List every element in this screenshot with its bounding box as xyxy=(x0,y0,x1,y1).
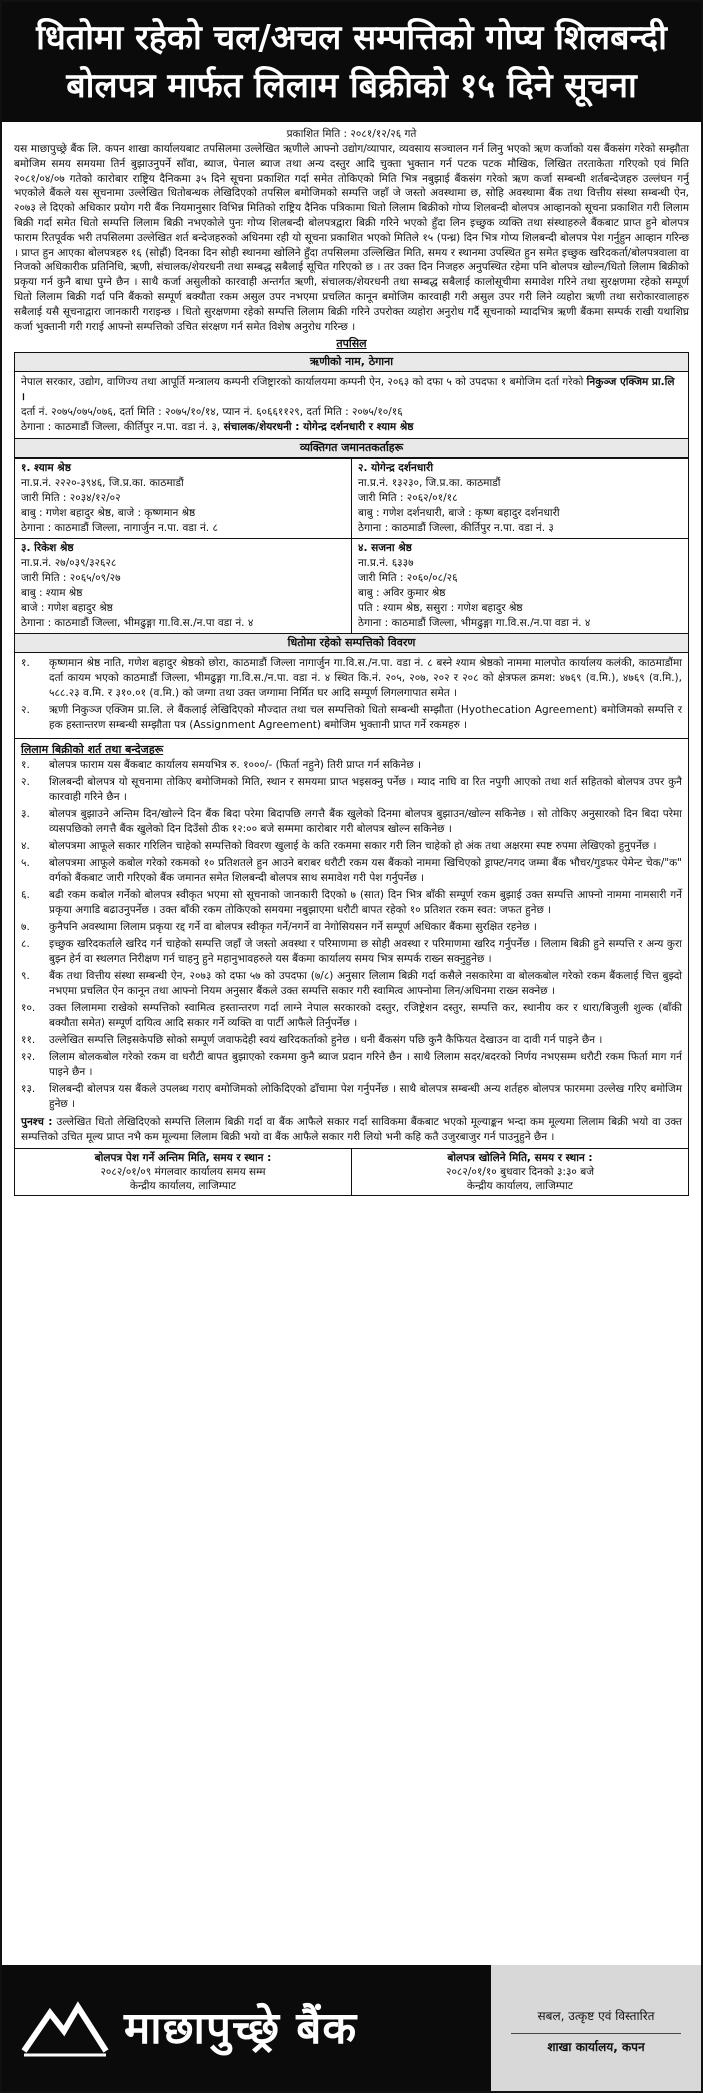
terms-title: लिलाम बिक्रीको शर्त तथा बन्देजहरू xyxy=(21,743,164,757)
term-text: उक्त लिलाममा राखेको सम्पत्तिको स्वामित्व हस्तान्तरण गर्दा लाग्ने नेपाल सरकारको दस्तुर, रजिष्ट्रेशन दस्तुर, सम्पत्ति कर, स्थानीय कर र धारा/बिजुली शुल्क (बाँकी बक्यौता समेत) सम्पूर्ण दायित्व आदि सकार गर्ने व्यक्ति वा पार्टी आफैले तिर्नुपर्नेछ । xyxy=(49,1002,682,1030)
notice-title-line2: बोलपत्र मार्फत लिलाम बिक्रीको १५ दिने सूचना xyxy=(66,66,637,106)
guarantor-line: पति : श्याम श्रेष्ठ, ससुरा : गणेश बहादुर श्रेष्ठ xyxy=(358,602,523,615)
guarantor-name: २. योगेन्द्र दर्शनधारी xyxy=(358,462,434,475)
submission-deadline-place: केन्द्रीय कार्यालय, लाजिम्पाट xyxy=(129,1179,237,1192)
tapasil-title: तपसिल xyxy=(336,337,367,351)
term-item xyxy=(21,807,682,837)
term-number: ८. xyxy=(21,938,30,951)
bid-opening xyxy=(351,1149,688,1195)
term-item xyxy=(21,920,682,935)
guarantor-line: बाबु : गणेश बहादुर श्रेष्ठ, बाजे : कृष्णमान श्रेष्ठ xyxy=(21,507,196,520)
term-item xyxy=(21,856,682,886)
term-item xyxy=(21,969,682,999)
term-item xyxy=(21,888,682,918)
collateral-item xyxy=(21,656,682,701)
term-number: ३. xyxy=(21,808,30,821)
guarantor-line: जारी मिति : २०६०/०८/२६ xyxy=(358,572,458,585)
guarantor-line: जारी मिति : २०६२/०१/१८ xyxy=(358,492,458,505)
term-item xyxy=(21,937,682,967)
borrower-details xyxy=(14,372,689,439)
collateral-item-text: कृष्णमान श्रेष्ठ नाति, गणेश बहादुर श्रेष्ठको छोरा, काठमाडौं जिल्ला नागार्जुन गा.वि.स./न.पा. वडा नं. ८ बस्ने श्याम श्रेष्ठको नाममा मालपोत कार्यालय कलंकी, काठमाडौंमा दर्ता कायम भएको काठमाडौं जिल्ला, भीमढुङ्गा गा.वि.स./न.पा. वडा नं. ४ स्थित कि.नं. २०५, २०७, २०२ र २०८ को क्षेत्रफल क्रमश: ४७६९ (व.मि.), ४७६९ (व.मि.), ५८८.२३ व.मि. र ३१०.०१ (व.मि.) को जग्गा तथा उक्त जग्गामा निर्मित घर आदि सम्पूर्ण लिगलगापात समेत । xyxy=(49,657,682,700)
final-note xyxy=(21,1115,682,1145)
term-item xyxy=(21,775,682,805)
term-number: २. xyxy=(21,776,30,789)
term-text: लिलाम बोलकबोल गरेको रकम वा धरौटी बापत बुझाएको रकममा कुनै ब्याज प्रदान गरिने छैन । साथै लिलाम सदर/बदरको निर्णय नभएसम्म धरौटी रकम फिर्ता माग गर्न पाइने छैन । xyxy=(49,1051,682,1079)
term-number: १२. xyxy=(21,1051,36,1064)
notice-title-line1: धितोमा रहेको चल/अचल सम्पत्तिको गोप्य शिलबन्दी xyxy=(36,18,667,58)
guarantor-line: ना.प्र.नं. ६३३७ xyxy=(358,557,414,570)
term-item xyxy=(21,1001,682,1031)
term-text: इच्छुक खरिदकर्ताले खरिद गर्न चाहेको सम्पत्ति जहाँ जे जस्तो अवस्था र परिमाणमा छ सोही अवस्था र परिमाणमा खरिद गर्नुपर्नेछ । लिलाम बिक्री हुने सम्पत्ति र अन्य कुरा बुझ्न हेर्न वा स्थलगत निरीक्षण गर्न चाहनु हुने महानुभावहरुले यस बैंकमा कार्यालय समय भित्र सम्पर्क राख्न सक्नुहुनेछ । xyxy=(49,938,682,966)
term-number: ९. xyxy=(21,970,30,983)
term-number: १३. xyxy=(21,1083,36,1096)
guarantor-cell xyxy=(15,459,352,539)
borrower-title: ऋणीको नाम, ठेगाना xyxy=(14,352,689,372)
term-text: बढी रकम कबोल गर्नेको बोलपत्र स्वीकृत भएमा सो सूचनाको जानकारी दिएको ७ (सात) दिन भित्र बाँकी सम्पूर्ण रकम बुझाई उक्त सम्पत्ति आफ्नो नाममा नामसारी गर्ने प्रकृया अगाडि बढाउनुपर्नेछ । उक्त बाँकी रकम तोकिएको समयमा नबुझाएमा धरौटी बापत रहेको १० प्रतिशत रकम स्वत: जफत हुनेछ । xyxy=(49,889,682,917)
term-text: शिलबन्दी बोलपत्र यस बैंकले उपलब्ध गराए बमोजिमको लोकिदिएको ढाँचामा पेश गर्नुपर्नेछ । साथै बोलपत्र सम्बन्धी अन्य शर्तहरु बोलपत्र फारममा उल्लेख गरिए बमोजिम हुनेछ । xyxy=(49,1083,682,1111)
bank-brand-footer xyxy=(2,1965,701,2091)
borrower-reg-text: नेपाल सरकार, उद्योग, वाणिज्य तथा आपूर्ति मन्त्रालय कम्पनी रजिष्ट्रारको कार्यालयमा कम्पनी ऐन, २०६३ को दफा ५ को उपदफा १ बमोजिम दर्ता गरेको xyxy=(21,376,584,389)
term-number: १०. xyxy=(21,1002,36,1015)
guarantor-cell xyxy=(15,539,352,634)
term-number: ६. xyxy=(21,889,30,902)
bid-opening-title: बोलपत्र खोलिने मिति, समय र स्थान : xyxy=(447,1151,593,1164)
guarantor-cell xyxy=(352,539,689,634)
guarantor-line: बाजे : गणेश बहादुर श्रेष्ठ xyxy=(21,602,113,615)
guarantor-name: १. श्याम श्रेष्ठ xyxy=(21,462,71,475)
guarantor-line: बाबु : अविर कुमार श्रेष्ठ xyxy=(358,587,446,600)
term-number: ५. xyxy=(21,857,30,870)
guarantor-name: ४. सजना श्रेष्ठ xyxy=(358,542,412,555)
term-number: ११. xyxy=(21,1034,36,1047)
term-item xyxy=(21,1033,682,1048)
published-date: प्रकाशित मिति : २०८१/१२/२६ गते xyxy=(286,128,417,140)
collateral-item-number: २. xyxy=(21,704,30,717)
guarantor-line: ना.प्र.नं. १३२३०, जि.प्र.का. काठमाडौं xyxy=(358,477,501,490)
notice-header xyxy=(2,2,701,122)
borrower-directors: संचालक/शेयरधनी : योगेन्द्र दर्शनधारी र श्याम श्रेष्ठ xyxy=(223,421,414,434)
guarantor-line: ठेगाना : काठमाडौं जिल्ला, भीमढुङ्गा गा.वि.स./न.पा वडा नं. ४ xyxy=(358,617,591,630)
mountain-logo-icon xyxy=(20,1999,110,2059)
term-text: बोलपत्रमा आफूले कबोल गरेको रकमको १० प्रतिशतले हुन आउने बराबर धरौटी रकम यस बैंकको नाममा खिचिएको ड्राफ्ट/नगद जम्मा बैंक भौचर/गुडफर पेमेन्ट चेक/"क" वर्गको बैंकबाट जारी गरिएको बैंक जमानत समेत शिलबन्दी बोलपत्र साथ समावेश गरी पेश गर्नुपर्नेछ । xyxy=(49,857,682,885)
bank-tagline: सबल, उत्कृष्ट एवं विस्तारित xyxy=(537,2009,655,2023)
bank-tag-box xyxy=(491,1965,701,2091)
intro-paragraph: यस माछापुच्छ्रे बैंक लि. कपन शाखा कार्यालयबाट तपसिलमा उल्लेखित ऋणीले आफ्नो उद्योग/व्यापार, व्यवसाय सञ्चालन गर्न लिनु भएको ऋण कर्जाको यस बैंकसंग गरेको सम्झौता बमोजिम समय समयमा तिर्न बुझाउनुपर्ने साँवा, ब्याज, पेनाल ब्याज तथा अन्य दस्तुर आदि चुक्ता भुक्तान गर्न पटक पटक मौखिक, लिखित तरताकेता गरिएको एवं मिति २०८१/०४/०७ गतेको कारोबार राष्ट्रिय दैनिकमा ३५ दिने सूचना प्रकाशित गर्दा समेत तोकिएको मिति भित्र नबुझाई बैंकसंग गरेको ऋण कर्जा सम्बन्धी शर्तबन्देजहरु उल्लंघन गर्नु भएकोले बैंकले यस सूचनामा उल्लेखित धितोबन्धक लेखिदिएको तपसिल बमोजिमको सम्पत्ति जहाँ जे जस्तो अवस्थामा छ, सोहि अवस्थामा बैंक तथा वित्तीय संस्था सम्बन्धी ऐन, २०७३ ले दिएको अधिकार प्रयोग गरी बैंक नियमानुसार विभिन्न मितिको राष्ट्रिय दैनिक पत्रिकामा धितो लिलाम बिक्रीको गोप्य शिलबन्दी बोलपत्र आव्हानको सूचना प्रकाशित गरी लिलाम बिक्री गर्दा समेत धितो सम्पत्ति लिलाम बिक्री नभएकोले पुनः गोप्य शिलबन्दी बोलपत्रद्वारा बिक्री गरिने भएको हुँदा लिन इच्छुक व्यक्ति तथा संस्थाहरुले बैंकबाट प्राप्त हुने बोलपत्र फाराम रितपूर्वक भरी तपसिलमा उल्लेखित शर्त बन्देजहरुको अधिनमा रही यो सूचना प्रकाशित भएको मितिले १५ (पन्ध्र) दिन भित्र गोप्य शिलबन्दी बोलपत्र पेश गर्नुहुन आव्हान गरिन्छ । प्राप्त हुन आएका बोलपत्रहरु १६ (सोह्रौं) दिनका दिन सोही स्थानमा खोलिने हुँदा तपसिलमा उल्लिखित मिति, समय र स्थानमा उपस्थित हुन समेत इच्छुक खरिदकर्ता/बोलपत्रवाला वा निजको अधिकारीक प्रतिनिधि, ऋणी, संचालक/शेयरधनी तथा सम्बद्ध सबैलाई सूचित गरिएको छ । तर उक्त दिन निजहरु अनुपस्थित रहेमा पनि बोलपत्र खोल्न/धितो लिलाम बिक्रीको प्रकृया गर्न कुनै बाधा पुग्ने छैन । साथै कर्जा असुलीको कारवाही अन्तर्गत ऋणी, संचालक/शेयरधनी तथा सम्बद्ध सबैलाई कालोसूचीमा समावेश गरिने तथा सुरक्षणमा रहेको सम्पूर्ण धितो लिलाम बिक्री गर्दा पनि बैंकको सम्पूर्ण बक्यौता रकम असुल उपर नभएमा प्रचलित कानून बमोजिम कारवाही गरी असुल उपर गरी लिने व्यहोरा ऋणी तथा सरोकारवालाहरु सबैलाई यसै सूचनाद्वारा जानकारी गराइन्छ । धितो सुरक्षणमा रहेको सम्पत्ति लिलाम बिक्री गरिने उपरोक्त व्यहोरा अनुरोध गर्दै सूचनाको म्यादभित्र ऋणी बैंकमा सम्पर्क राखी यथाशिघ्र कर्जा भुक्तानी गरी गराई आफ्नो सम्पत्तिको उचित संरक्षण गर्न समेत विशेष अनुरोध गरिन्छ । xyxy=(14,143,689,333)
submission-dates xyxy=(14,1149,689,1196)
guarantor-line: ठेगाना : काठमाडौं जिल्ला, नागार्जुन न.पा. वडा नं. ८ xyxy=(21,522,218,535)
final-note-label: पुनश्च : xyxy=(21,1116,53,1129)
guarantor-line: जारी मिति : २०३४/१२/०२ xyxy=(21,492,121,505)
submission-deadline xyxy=(15,1149,351,1195)
term-text: बोलपत्र फाराम यस बैंकबाट कार्यालय समयभित्र रु. १०००/- (फिर्ता नहुने) तिरी प्राप्त गर्न सकिनेछ । xyxy=(49,759,421,772)
bid-opening-place: केन्द्रीय कार्यालय, लाजिम्पाट xyxy=(466,1179,574,1192)
guarantor-line: ठेगाना : काठमाडौं जिल्ला, भीमढुङ्गा गा.वि.स./न.पा वडा नं. ४ xyxy=(21,617,254,630)
guarantor-line: बाबु : श्याम श्रेष्ठ xyxy=(21,587,83,600)
guarantor-line: बाबु : गणेश दर्शनधारी, बाजे : कृष्ण बहादुर दर्शनधारी xyxy=(358,507,560,520)
guarantor-line: जारी मिति : २०६५/०९/२७ xyxy=(21,572,121,585)
guarantor-line: ना.प्र.नं. २७/०३९/३२६२८ xyxy=(21,557,117,570)
borrower-address: ठेगाना : काठमाडौं जिल्ला, कीर्तिपुर न.पा. वडा नं. ३, xyxy=(21,421,221,434)
term-text: उल्लेखित सम्पत्ति लिइसकेपछि सोको सम्पूर्ण जवाफदेही स्वयं खरिदकर्ताको हुनेछ । धनी बैंकसंग पछि कुनै कैफियत देखाउन वा दावी गर्न पाइने छैन । xyxy=(49,1034,603,1047)
notice-content xyxy=(14,126,689,1196)
guarantors-title: व्यक्तिगत जमानतकर्ताहरू xyxy=(14,439,689,458)
term-text: बोलपत्र बुझाउने अन्तिम दिन/खोल्ने दिन बैंक बिदा परेमा बिदापछि लगत्तै बैंक खुलेको दिनमा बोलपत्र बुझाउन/खोल्न सकिनेछ । सो तोकिए अनुसारको दिन बिदा परेमा व्यसपछिको लगत्तै बैंक खुलेको दिन दिउँसो ठीक १२:०० बजे सम्ममा कारोबार गरी बोलपत्र खोल्न सकिनेछ । xyxy=(49,808,682,836)
guarantor-line: ठेगाना : काठमाडौं जिल्ला, कीर्तिपुर न.पा. वडा नं. ३ xyxy=(358,522,554,535)
bid-opening-date: २०८२/०१/१० बुधवार दिनको ३:३० बजे xyxy=(445,1165,595,1178)
branch-name: शाखा कार्यालय, कपन xyxy=(511,2033,681,2055)
term-text: शिलबन्दी बोलपत्र यो सूचनामा तोकिए बमोजिमको मिति, स्थान र समयमा प्राप्त भइसक्नु पर्नेछ । म्याद नाघि वा रित नपुगी आएको तथा शर्त सहितको बोलपत्र उपर कुनै कारवाही गरिने छैन । xyxy=(49,776,682,804)
terms-section xyxy=(14,739,689,1149)
term-text: बैंक तथा वित्तीय संस्था सम्बन्धी ऐन, २०७३ को दफा ५७ को उपदफा (७/८) अनुसार लिलाम बिक्री गर्दा कसैले नसकारेमा वा बोलकबोल गरेको रकम बैंकलाई चित्त बुझ्दो नभएमा प्रचलित ऐन कानून तथा आफ्नो नियम अनुसार बैंकले उक्त सम्पत्ति सकार गरी स्वामित्व आफ्नोमा लिन/अधिनमा राख्न सक्नेछ । xyxy=(49,970,682,998)
guarantor-cell xyxy=(352,459,689,539)
term-text: बोलपत्रमा आफूले सकार गरिलिन चाहेको सम्पत्तिको विवरण खुलाई के कति रकममा सकार गरी लिन चाहेको हो अंक तथा अक्षरमा स्पष्ट रुपमा लेखिएको हुनुपर्नेछ । xyxy=(49,840,657,853)
collateral-item-text: ऋणी निकुञ्ज एक्जिम प्रा.लि. ले बैंकलाई लेखिदिएको मौज्दात तथा चल सम्पत्तिको धितो सम्बन्धी सम्झौता (Hyothecation Agreement) बमोजिमको सम्पत्ति र हक हस्तान्तरण सम्बन्धी सम्झौता पत्र (Assignment Agreement) बमोजिम भुक्तानी प्राप्त गर्ने रकमहरु । xyxy=(49,704,682,732)
term-number: ४. xyxy=(21,840,30,853)
borrower-line1 xyxy=(21,375,682,405)
term-item xyxy=(21,839,682,854)
bank-name: माछापुच्छ्रे बैंक xyxy=(124,2003,358,2054)
collateral-item-number: १. xyxy=(21,657,30,670)
term-number: ७. xyxy=(21,921,30,934)
borrower-line3 xyxy=(21,420,682,435)
collateral-list xyxy=(14,653,689,739)
borrower-company: निकुञ्ज एक्जिम प्रा.लि । xyxy=(21,376,675,404)
borrower-line2: दर्ता नं. २०७५/०७५/०७६, दर्ता मिति : २०७५/१०/१४, प्यान नं. ६०६६११२९, दर्ता मिति : २०७५/१०/१६ xyxy=(21,406,403,419)
guarantors-table xyxy=(14,458,689,634)
collateral-title: धितोमा रहेको सम्पत्तिको विवरण xyxy=(14,634,689,653)
guarantor-line: ना.प्र.नं. २२२०-३९४६, जि.प्र.का. काठमाडौं xyxy=(21,477,184,490)
final-note-text: उल्लेखित धितो लेखिदिएको सम्पत्ति लिलाम बिक्री गर्दा वा बैंक आफैले सकार गर्दा साविकमा बैंकबाट भएको मूल्याङ्कन भन्दा कम मूल्यमा लिलाम बिक्री भयो वा उक्त सम्पत्तिको उचित मूल्य प्राप्त नभै कम मूल्यमा लिलाम बिक्री भयो वा बैंक आफैले सकार गरी लियो भनी कहि कतै उजुरबाजुर गर्न पाउनुहुने छैन । xyxy=(21,1116,683,1144)
term-number: १. xyxy=(21,759,30,772)
submission-deadline-date: २०८२/०१/०९ मंगलवार कार्यालय समय सम्म xyxy=(100,1165,266,1178)
submission-deadline-title: बोलपत्र पेश गर्ने अन्तिम मिति, समय र स्थान : xyxy=(94,1151,272,1164)
guarantor-name: ३. रिकेश श्रेष्ठ xyxy=(21,542,74,555)
term-item xyxy=(21,1050,682,1080)
term-item xyxy=(21,1082,682,1112)
collateral-item xyxy=(21,703,682,733)
term-item xyxy=(21,758,682,773)
term-text: कुनैपनि अवस्थामा लिलाम प्रकृया रद्द गर्ने वा बोलपत्र स्वीकृत गर्ने/नगर्ने वा नेगोसियसन गर्ने सम्पूर्ण अधिकार बैंकमा सुरक्षित रहनेछ । xyxy=(49,921,537,934)
